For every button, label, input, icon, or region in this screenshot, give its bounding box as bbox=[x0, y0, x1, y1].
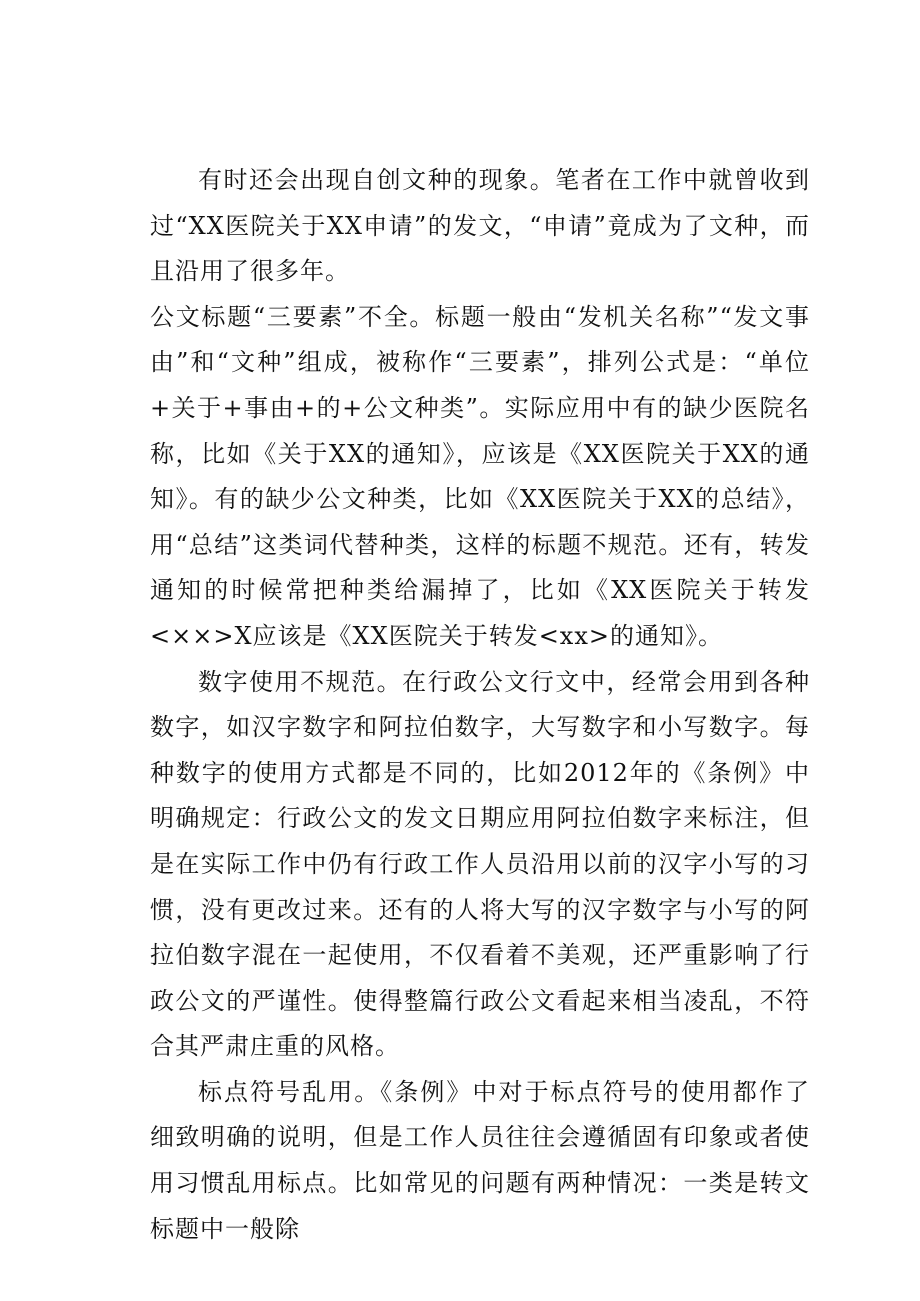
document-body bbox=[150, 158, 810, 1252]
paragraph-number-usage: 数字使用不规范。在行政公文行文中，经常会用到各种数字，如汉字数字和阿拉伯数字，大写数字和小写数字。每种数字的使用方式都是不同的，比如2012年的《条例》中明确规定：行政公文的发文日期应用阿拉伯数字来标注，但是在实际工作中仍有行政工作人员沿用以前的汉字小写的习惯，没有更改过来。还有的人将大写的汉字数字与小写的阿拉伯数字混在一起使用，不仅看着不美观，还严重影响了行政公文的严谨性。使得整篇行政公文看起来相当凌乱，不符合其严肃庄重的风格。 bbox=[150, 667, 810, 1061]
paragraph-punctuation-misuse: 标点符号乱用。《条例》中对于标点符号的使用都作了细致明确的说明，但是工作人员往往会遵循固有印象或者使用习惯乱用标点。比如常见的问题有两种情况：一类是转文标题中一般除 bbox=[150, 1077, 810, 1243]
paragraph-title-three-elements: 公文标题“三要素”不全。标题一般由“发机关名称”“发文事由”和“文种”组成，被称作“三要素”，排列公式是：“单位+关于+事由+的+公文种类”。实际应用中有的缺少医院名称，比如《关于XX的通知》，应该是《XX医院关于XX的通知》。有的缺少公文种类，比如《XX医院关于XX的总结》，用“总结”这类词代替种类，这样的标题不规范。还有，转发通知的时候常把种类给漏掉了，比如《XX医院关于转发<××>X应该是《XX医院关于转发<xx>的通知》。 bbox=[150, 302, 810, 650]
paragraph-self-created-doc-type: 有时还会出现自创文种的现象。笔者在工作中就曾收到过“XX医院关于XX申请”的发文，“申请”竟成为了文种，而且沿用了很多年。 bbox=[150, 166, 810, 286]
